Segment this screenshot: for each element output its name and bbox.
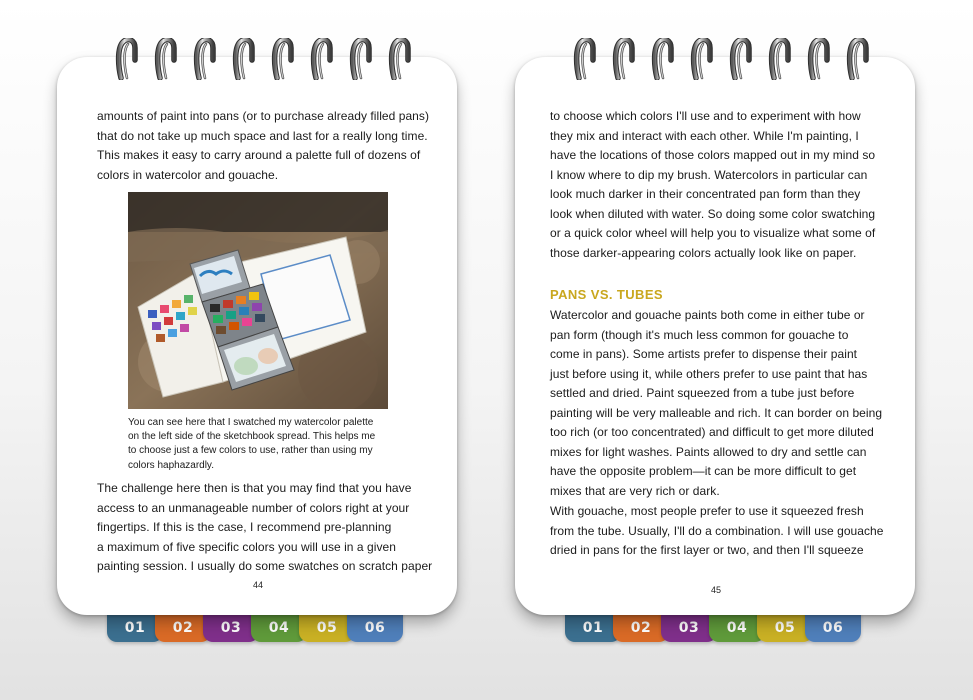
spiral-ring-icon	[807, 38, 831, 80]
spiral-ring-icon	[193, 38, 217, 80]
palette-photo	[128, 192, 388, 409]
left-paragraph-1	[97, 107, 429, 185]
caption-line: to choose just a few colors to use, rather than using my	[128, 445, 373, 457]
spiral-ring-icon	[154, 38, 178, 80]
page-number-left: 44	[253, 580, 264, 590]
text-line: amounts of paint into pans (or to purchase already filled pans)	[97, 109, 430, 123]
chapter-tab-04[interactable]: 04	[709, 611, 765, 642]
chapter-tab-01[interactable]: 01	[107, 611, 163, 642]
spiral-ring-icon	[349, 38, 373, 80]
text-line: With gouache, most people prefer to use it squeezed fresh	[550, 504, 864, 518]
caption-line: on the left side of the sketchbook spread. This helps me	[128, 431, 376, 443]
text-line: painting session. I usually do some swatches on scratch paper	[97, 559, 433, 573]
spiral-ring-icon	[573, 38, 597, 80]
text-line: have the opposite problem—it can be more difficult to get	[550, 464, 857, 478]
chapter-tab-03[interactable]: 03	[661, 611, 717, 642]
spiral-ring-icon	[846, 38, 870, 80]
chapter-tab-06[interactable]: 06	[347, 611, 403, 642]
spiral-ring-icon	[388, 38, 412, 80]
photo-caption	[128, 416, 375, 473]
text-line: they mix and interact with each other. While I'm painting, I	[550, 128, 859, 143]
chapter-tab-05[interactable]: 05	[757, 611, 813, 642]
right-paragraph-3	[550, 502, 884, 561]
text-line: This makes it easy to carry around a palette full of dozens of	[97, 148, 421, 162]
chapter-tab-05[interactable]: 05	[299, 611, 355, 642]
text-line: colors in watercolor and gouache.	[97, 167, 279, 182]
text-line: that do not take up much space and last for a really long time.	[97, 128, 428, 143]
spiral-ring-icon	[612, 38, 636, 80]
section-heading: PANS VS. TUBES	[550, 287, 663, 302]
spiral-ring-icon	[115, 38, 139, 80]
text-line: look much darker in their concentrated pan form than they	[550, 187, 861, 201]
spiral-ring-icon	[768, 38, 792, 80]
text-line: dried in pans for the first layer or two, and then I'll squeeze	[550, 543, 864, 557]
spiral-ring-icon	[310, 38, 334, 80]
text-line: too rich (or too concentrated) and difficult to get more diluted	[550, 425, 874, 439]
left-chapter-tabs	[107, 611, 407, 643]
spiral-ring-icon	[729, 38, 753, 80]
right-paragraph-1	[550, 107, 875, 263]
text-line: those darker-appearing colors actually look like on paper.	[550, 245, 857, 260]
chapter-tab-02[interactable]: 02	[613, 611, 669, 642]
chapter-tab-01[interactable]: 01	[565, 611, 621, 642]
spiral-ring-icon	[690, 38, 714, 80]
chapter-tab-06[interactable]: 06	[805, 611, 861, 642]
page-number-right: 45	[711, 585, 722, 595]
text-line: fingertips. If this is the case, I recommend pre-planning	[97, 520, 392, 534]
left-paragraph-2	[97, 479, 432, 577]
left-spiral-binding	[115, 38, 415, 80]
text-line: look when diluted with water. So doing some color swatching	[550, 206, 876, 221]
text-line: come in pans). Some artists prefer to dispense their paint	[550, 347, 858, 361]
text-line: mixes for light washes. Paints allowed to dry and settle can	[550, 444, 867, 459]
right-spiral-binding	[573, 38, 873, 80]
text-line: settled and dried. Paint squeezed from a tube just before	[550, 386, 855, 400]
text-line: a maximum of five specific colors you will use in a given	[97, 539, 396, 554]
text-line: Watercolor and gouache paints both come in either tube or	[550, 308, 865, 322]
text-line: or a quick color wheel will help you to visualize what some of	[550, 226, 876, 240]
text-line: painting will be very malleable and rich. It can border on being	[550, 405, 883, 420]
caption-line: You can see here that I swatched my watercolor palette	[128, 417, 374, 428]
text-line: access to an unmanageable number of colors right at your	[97, 500, 410, 515]
text-line: from the tube. Usually, I'll do a combination. I will use gouache	[550, 523, 884, 538]
chapter-tab-03[interactable]: 03	[203, 611, 259, 642]
chapter-tab-02[interactable]: 02	[155, 611, 211, 642]
text-line: mixes that are very rich or dark.	[550, 483, 720, 498]
caption-line: colors haphazardly.	[128, 459, 214, 471]
spiral-ring-icon	[271, 38, 295, 80]
text-line: have the locations of those colors mapped out in my mind so	[550, 148, 876, 162]
right-paragraph-2	[550, 306, 882, 501]
text-line: I know where to dip my brush. Watercolors in particular can	[550, 167, 868, 182]
spiral-ring-icon	[232, 38, 256, 80]
text-line: just before using it, while others prefer to use paint that has	[550, 366, 868, 381]
chapter-tab-04[interactable]: 04	[251, 611, 307, 642]
text-line: pan form (though it's much less common for gouache to	[550, 327, 849, 342]
right-chapter-tabs	[565, 611, 865, 643]
text-line: to choose which colors I'll use and to experiment with how	[550, 109, 861, 123]
text-line: The challenge here then is that you may find that you have	[97, 481, 412, 495]
spiral-ring-icon	[651, 38, 675, 80]
